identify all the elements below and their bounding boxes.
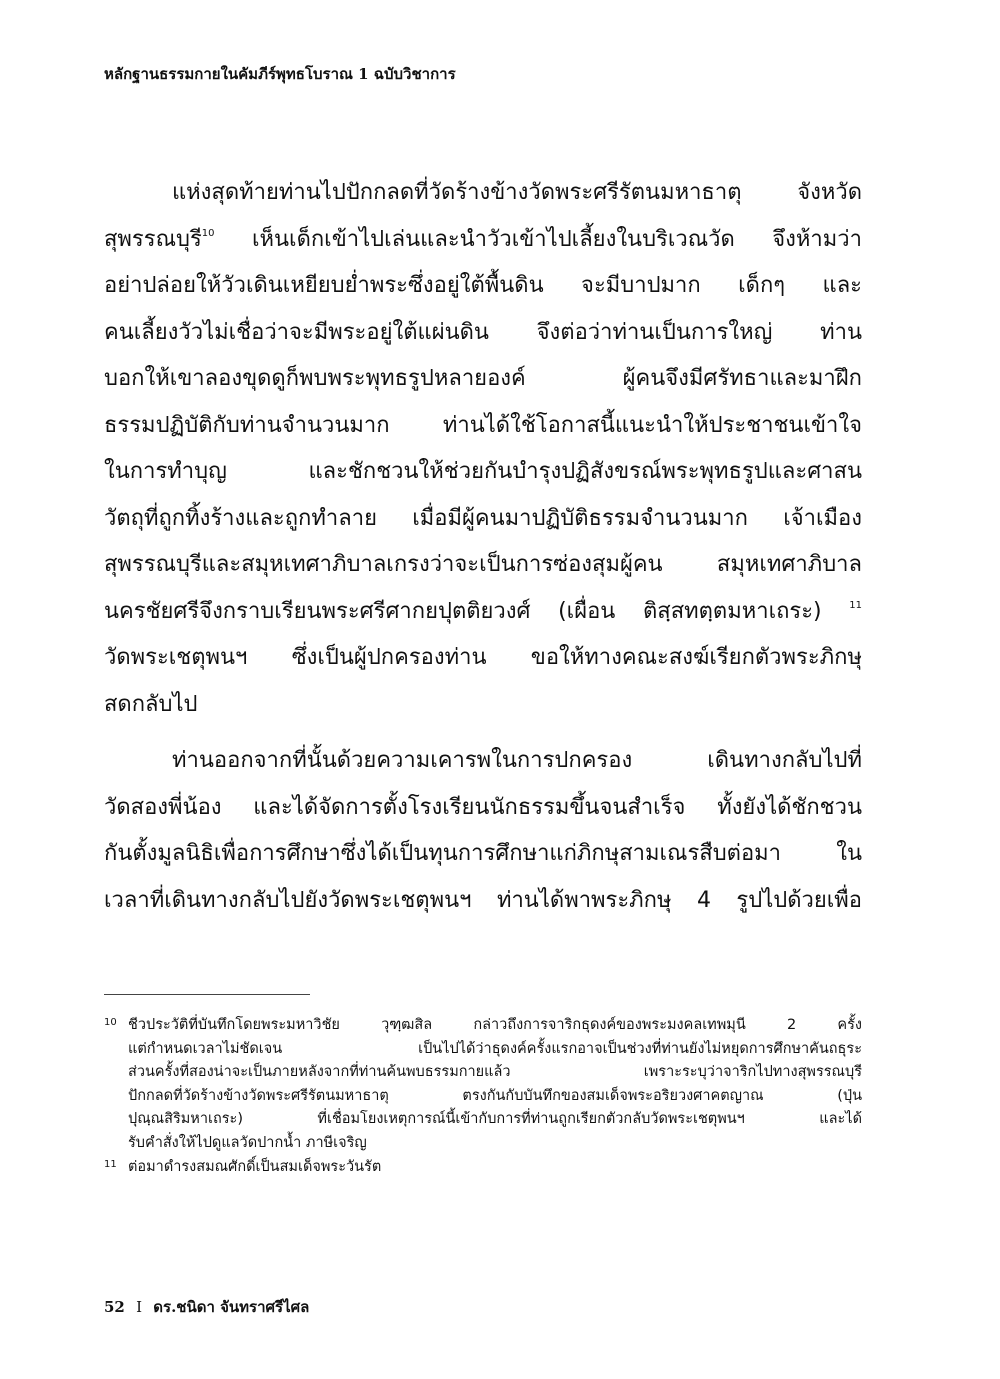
text-line: แห่งสุดท้ายท่านไปปักกลดที่วัดร้างข้างวัดพระศรีรัตนมหาธาตุ จังหวัด (172, 180, 862, 205)
text-line: ในการทำบุญ และชักชวนให้ช่วยกันบำรุงปฏิสังขรณ์พระพุทธรูปและศาสน (104, 459, 862, 484)
text-line: เวลาที่เดินทางกลับไปยังวัดพระเชตุพนฯ ท่านได้พาพระภิกษุ 4 รูปไปด้วยเพื่อ (104, 887, 862, 913)
footnote-11 (104, 1156, 862, 1180)
footnote-divider (104, 994, 310, 995)
paragraph-2 (104, 738, 862, 924)
text-line: บอกให้เขาลองขุดดูก็พบพระพุทธรูปหลายองค์ ผู้คนจึงมีศรัทธาและมาฝึก (104, 366, 862, 391)
footnote-ref-10: 10 (201, 227, 215, 239)
author-name: ดร.ชนิดา จันทราศรีไศล (153, 1298, 310, 1316)
text-line: สุพรรณบุรีและสมุหเทศาภิบาลเกรงว่าจะเป็นการซ่องสุมผู้คน สมุหเทศาภิบาล (104, 552, 862, 577)
paragraph-1 (104, 170, 862, 728)
body-text (104, 170, 862, 924)
footer-separator: I (136, 1298, 143, 1316)
footnotes (104, 1014, 862, 1179)
page-number: 52 (104, 1298, 125, 1316)
text-line: ท่านออกจากที่นั้นด้วยความเคารพในการปกครอง เดินทางกลับไปที่ (172, 748, 862, 773)
text-fragment: เห็นเด็กเข้าไปเล่นและนำวัวเข้าไปเลี้ยงในบริเวณวัด จึงห้ามว่า (214, 226, 862, 252)
footnote-line: รับคำสั่งให้ไปดูแลวัดปากน้ำ ภาษีเจริญ (128, 1134, 367, 1151)
footnote-number: 10 (104, 1017, 117, 1028)
text-line: กันตั้งมูลนิธิเพื่อการศึกษาซึ่งได้เป็นทุนการศึกษาแก่ภิกษุสามเณรสืบต่อมา ใน (104, 841, 862, 866)
footnote-line: ชีวประวัติที่บันทึกโดยพระมหาวิชัย วุฑฺฒสิล กล่าวถึงการจาริกธุดงค์ของพระมงคลเทพมุนี 2 ครั้ง (128, 1017, 862, 1033)
text-line (104, 589, 862, 636)
text-fragment: สุพรรณบุรี (104, 226, 202, 252)
text-line: คนเลี้ยงวัวไม่เชื่อว่าจะมีพระอยู่ใต้แผ่นดิน จึงต่อว่าท่านเป็นการใหญ่ ท่าน (104, 319, 862, 345)
footnote-line: ปักกลดที่วัดร้างข้างวัดพระศรีรัตนมหาธาตุ ตรงกันกับบันทึกของสมเด็จพระอริยวงศาคตญาณ (ปุ่น (128, 1087, 862, 1104)
footnote-line: แต่กำหนดเวลาไม่ชัดเจน เป็นไปได้ว่าธุดงค์ครั้งแรกอาจเป็นช่วงที่ท่านยังไม่หยุดการศึกษาคันถธุระ (128, 1040, 862, 1057)
footnote-ref-11: 11 (849, 599, 862, 611)
footnote-line: ส่วนครั้งที่สองน่าจะเป็นภายหลังจากที่ท่านค้นพบธรรมกายแล้ว เพราะระบุว่าจาริกไปทางสุพรรณบุรี (128, 1064, 862, 1081)
running-header (104, 62, 456, 86)
text-line: วัดสองพี่น้อง และได้จัดการตั้งโรงเรียนนักธรรมขึ้นจนสำเร็จ ทั้งยังได้ชักชวน (104, 794, 862, 820)
text-line: วัดพระเชตุพนฯ ซึ่งเป็นผู้ปกครองท่าน ขอให้ทางคณะสงฆ์เรียกตัวพระภิกษุ (104, 645, 862, 670)
footnote-number: 11 (104, 1158, 117, 1170)
footnote-text (128, 1156, 862, 1180)
footnote-line: ปุณฺณสิริมหาเถระ) ที่เชื่อมโยงเหตุการณ์นี้เข้ากับการที่ท่านถูกเรียกตัวกลับวัดพระเชตุพนฯ และได้ (128, 1111, 862, 1128)
text-line: วัตถุที่ถูกทิ้งร้างและถูกทำลาย เมื่อมีผู้คนมาปฏิบัติธรรมจำนวนมาก เจ้าเมือง (104, 505, 862, 531)
text-line: ธรรมปฏิบัติกับท่านจำนวนมาก ท่านได้ใช้โอกาสนี้แนะนำให้ประชาชนเข้าใจ (104, 412, 862, 438)
footnote-text (128, 1014, 862, 1156)
running-title: หลักฐานธรรมกายในคัมภีร์พุทธโบราณ 1 ฉบับวิชาการ (104, 65, 456, 83)
text-line (104, 217, 862, 264)
text-line: สดกลับไป (104, 691, 198, 717)
text-line: อย่าปล่อยให้วัวเดินเหยียบย่ำพระซึ่งอยู่ใต้พื้นดิน จะมีบาปมาก เด็กๆ และ (104, 273, 862, 298)
page-footer (104, 1295, 309, 1319)
footnote-10 (104, 1014, 862, 1156)
footnote-line: ต่อมาดำรงสมณศักดิ์เป็นสมเด็จพระวันรัต (128, 1158, 382, 1175)
text-fragment: นครชัยศรีจึงกราบเรียนพระศรีศากยปุตติยวงศ์ (เผื่อน ติสฺสทตฺตมหาเถระ) (104, 598, 850, 624)
